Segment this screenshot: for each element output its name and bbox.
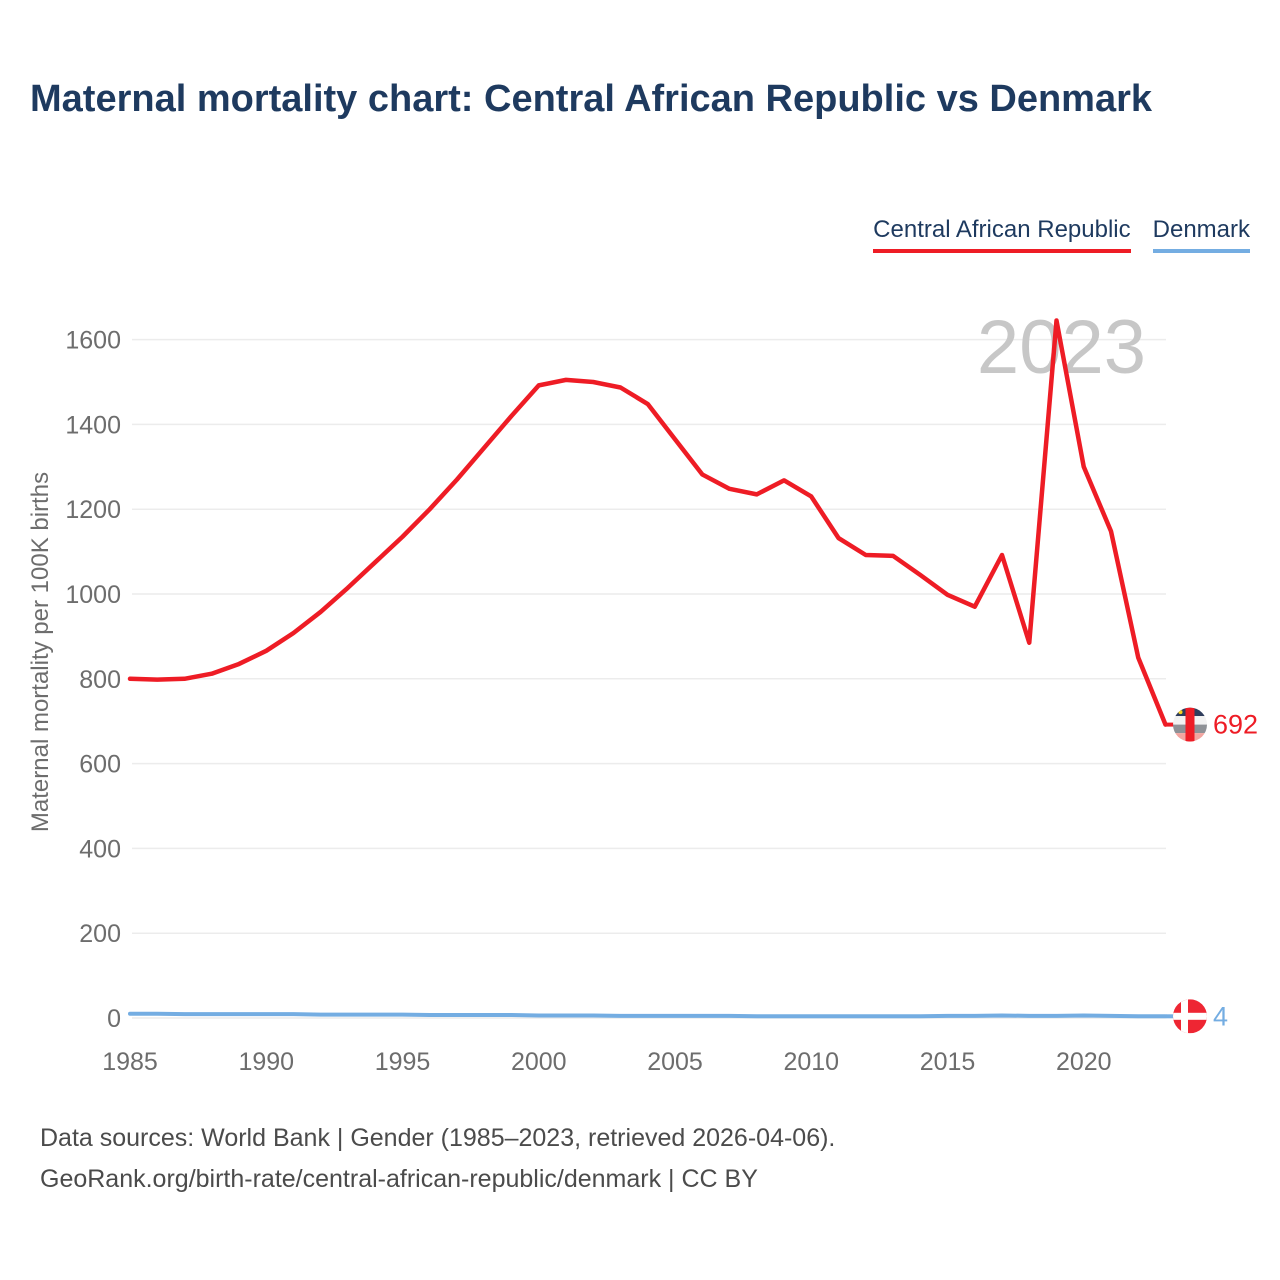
y-tick-label: 1000 <box>65 581 121 609</box>
denmark-flag-icon <box>1173 999 1207 1033</box>
page-title: Maternal mortality chart: Central African Republic vs Denmark <box>30 78 1153 120</box>
y-tick-label: 1400 <box>65 411 121 440</box>
y-tick-label: 1200 <box>65 496 121 525</box>
footer <box>40 1118 835 1199</box>
x-tick-label: 2000 <box>510 1048 567 1076</box>
footer-attribution: GeoRank.org/birth-rate/central-african-republic/denmark | CC BY <box>40 1164 758 1193</box>
legend <box>873 216 1250 253</box>
y-tick-label: 800 <box>79 665 121 694</box>
car-flag-icon <box>1173 708 1207 742</box>
end-label-denmark: 4 <box>1213 1001 1229 1032</box>
x-tick-label: 2020 <box>1055 1048 1112 1076</box>
x-tick-label: 1995 <box>374 1048 431 1076</box>
x-tick-label: 2005 <box>647 1048 703 1076</box>
x-tick-label: 1985 <box>102 1048 158 1076</box>
y-tick-label: 0 <box>107 1005 121 1033</box>
x-tick-label: 2010 <box>783 1048 840 1076</box>
legend-item-denmark[interactable]: Denmark <box>1153 216 1250 253</box>
y-tick-label: 200 <box>79 920 121 949</box>
watermark-year: 2023 <box>976 305 1146 390</box>
y-tick-label: 600 <box>79 750 121 779</box>
y-tick-label: 1600 <box>65 326 121 355</box>
footer-sources: Data sources: World Bank | Gender (1985–2023, retrieved 2026-04-06). <box>40 1124 836 1152</box>
end-label-central-african-republic: 692 <box>1213 709 1259 740</box>
y-tick-label: 400 <box>79 835 121 864</box>
y-axis-title: Maternal mortality per 100K births <box>27 471 54 833</box>
x-tick-label: 1990 <box>238 1048 295 1076</box>
series-line-denmark[interactable] <box>130 1014 1166 1017</box>
x-tick-label: 2015 <box>919 1048 976 1076</box>
legend-item-central-african-republic[interactable]: Central African Republic <box>873 216 1130 253</box>
